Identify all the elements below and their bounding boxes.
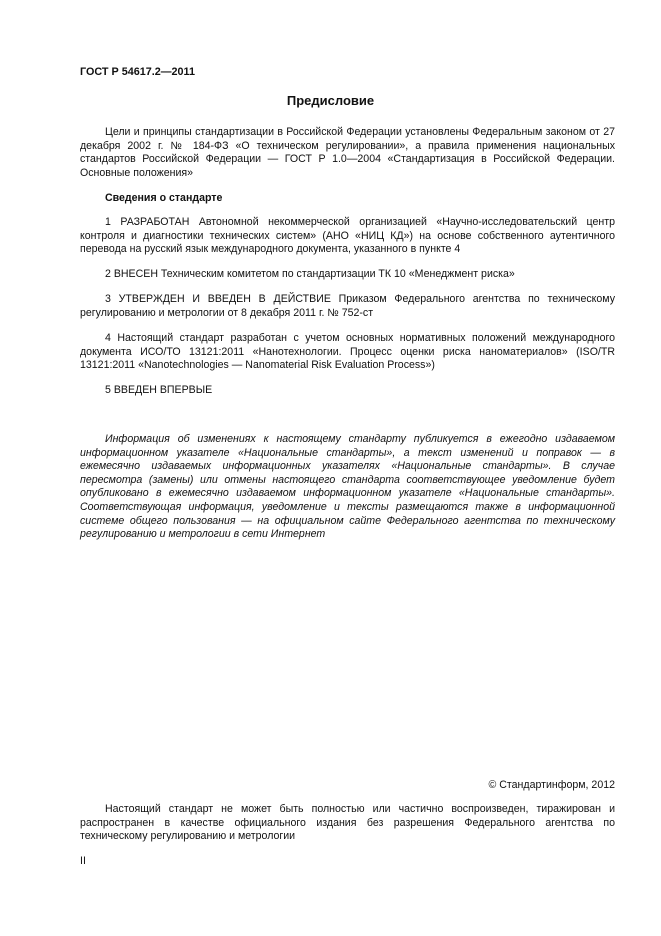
rights-paragraph: Настоящий стандарт не может быть полностью или частично воспроизведен, тиражирован и распространен в качестве официального издания без разрешения Федерального агентства по техническому регулированию и метрологии (80, 803, 615, 843)
standard-info-item-1: 1 РАЗРАБОТАН Автономной некоммерческой организацией «Научно-исследовательский центр контроля и диагностики технических систем» (АНО «НИЦ КД») на основе собственного аутентичного перевода на русский язык международного документа, указанного в пункте 4 (80, 216, 615, 256)
copyright-line: © Стандартинформ, 2012 (488, 779, 615, 791)
page-title: Предисловие (286, 93, 375, 108)
standard-info-item-5: 5 ВВЕДЕН ВПЕРВЫЕ (105, 384, 213, 396)
document-header: ГОСТ Р 54617.2—2011 (80, 66, 195, 78)
changes-notice-paragraph: Информация об изменениях к настоящему стандарту публикуется в ежегодно издаваемом информационном указателе «Национальные стандарты», а текст изменений и поправок — в ежемесячно издаваемых информационных указателях «Национальные стандарты». В случае пересмотра (замены) или отмены настоящего стандарта соответствующее уведомление будет опубликовано в ежемесячно издаваемом информационном указателе «Национальные стандарты». Соответствующая информация, уведомление и тексты размещаются также в информационной системе общего пользования — на официальном сайте Федерального агентства по техническому регулированию и метрологии в сети Интернет (80, 433, 615, 541)
page-number: II (80, 855, 86, 867)
intro-paragraph: Цели и принципы стандартизации в Российской Федерации установлены Федеральным законом от 27 декабря 2002 г. № 184-ФЗ «О техническом регулировании», а правила применения национальных стандартов Российской Федерации — ГОСТ Р 1.0—2004 «Стандартизация в Российской Федерации. Основные положения» (80, 126, 615, 179)
standard-info-item-3: 3 УТВЕРЖДЕН И ВВЕДЕН В ДЕЙСТВИЕ Приказом Федерального агентства по техническому регулированию и метрологии от 8 декабря 2011 г. № 752-ст (80, 293, 615, 319)
section-title: Сведения о стандарте (105, 192, 223, 204)
standard-info-item-4: 4 Настоящий стандарт разработан с учетом основных нормативных положений международного документа ИСО/ТО 13121:2011 «Нанотехнологии. Процесс оценки риска наноматериалов» (ISO/TR 13121:2011 «Nanotechnologies — Nanomaterial Risk Evaluation Process») (80, 332, 615, 372)
standard-info-item-2: 2 ВНЕСЕН Техническим комитетом по стандартизации ТК 10 «Менеджмент риска» (105, 268, 515, 280)
